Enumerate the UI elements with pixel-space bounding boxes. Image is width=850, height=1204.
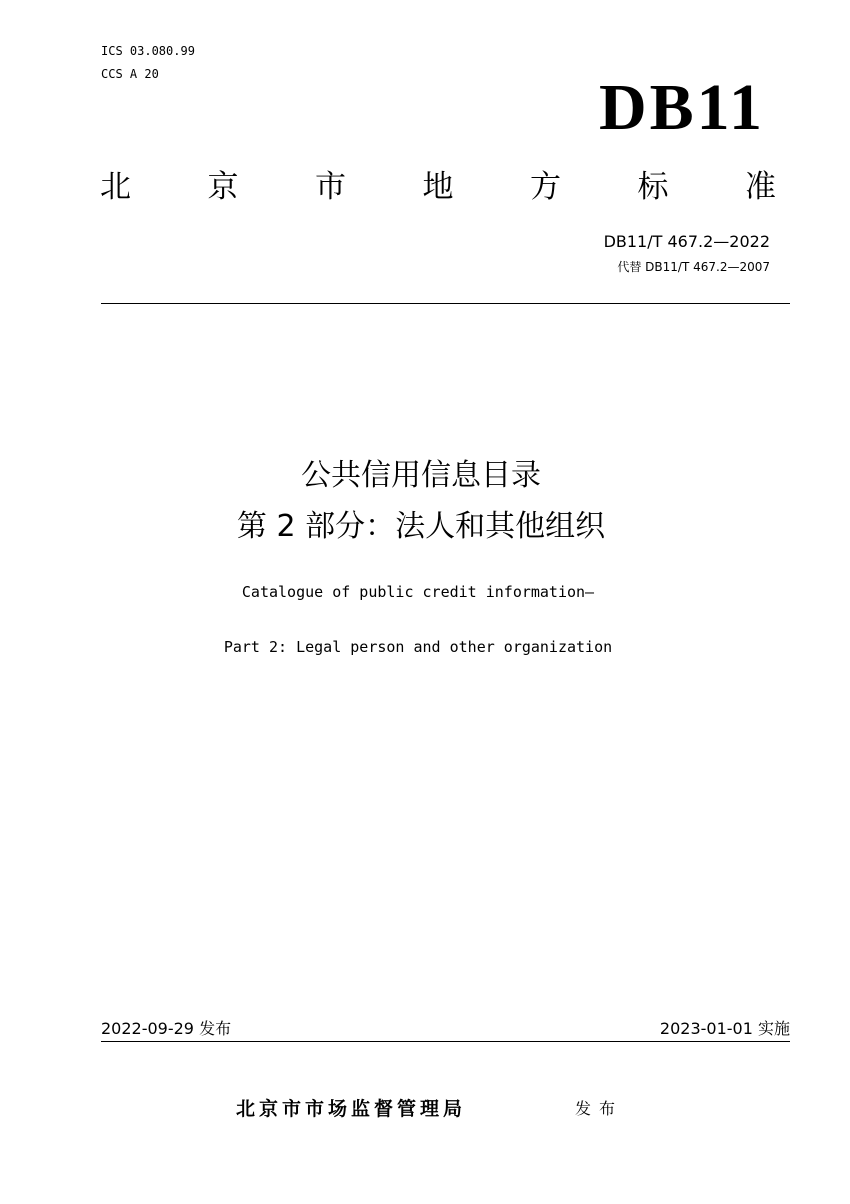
issue-label: 发布 xyxy=(575,1099,624,1118)
issuing-authority: 北京市市场监督管理局 xyxy=(236,1098,467,1120)
implementation-date: 2023-01-01 实施 xyxy=(659,1019,790,1038)
standard-type-char: 方 xyxy=(530,169,561,205)
standard-type-char: 北 xyxy=(100,169,131,205)
standard-type-char: 地 xyxy=(422,169,454,205)
standard-type-char: 市 xyxy=(315,169,346,205)
english-title-line-1: Catalogue of public credit information— xyxy=(241,583,595,601)
db11-logo: DB11 xyxy=(598,71,765,144)
standard-number: DB11/T 467.2—2022 xyxy=(603,232,770,251)
english-title-line-2: Part 2: Legal person and other organization xyxy=(223,638,613,656)
ccs-code: CCS A 20 xyxy=(101,67,159,81)
header-divider xyxy=(101,303,790,304)
chinese-title-line-2: 第 2 部分：法人和其他组织 xyxy=(236,509,606,544)
replaces-standard: 代替 DB11/T 467.2—2007 xyxy=(617,260,770,274)
standard-type-char: 准 xyxy=(745,169,776,205)
standard-type-title xyxy=(100,168,776,206)
footer-divider xyxy=(101,1041,790,1042)
chinese-title-line-1: 公共信用信息目录 xyxy=(301,458,541,493)
standard-type-char: 标 xyxy=(637,169,669,205)
ics-code: ICS 03.080.99 xyxy=(101,44,195,58)
standard-type-char: 京 xyxy=(207,169,239,205)
issue-date: 2022-09-29 发布 xyxy=(101,1019,232,1038)
